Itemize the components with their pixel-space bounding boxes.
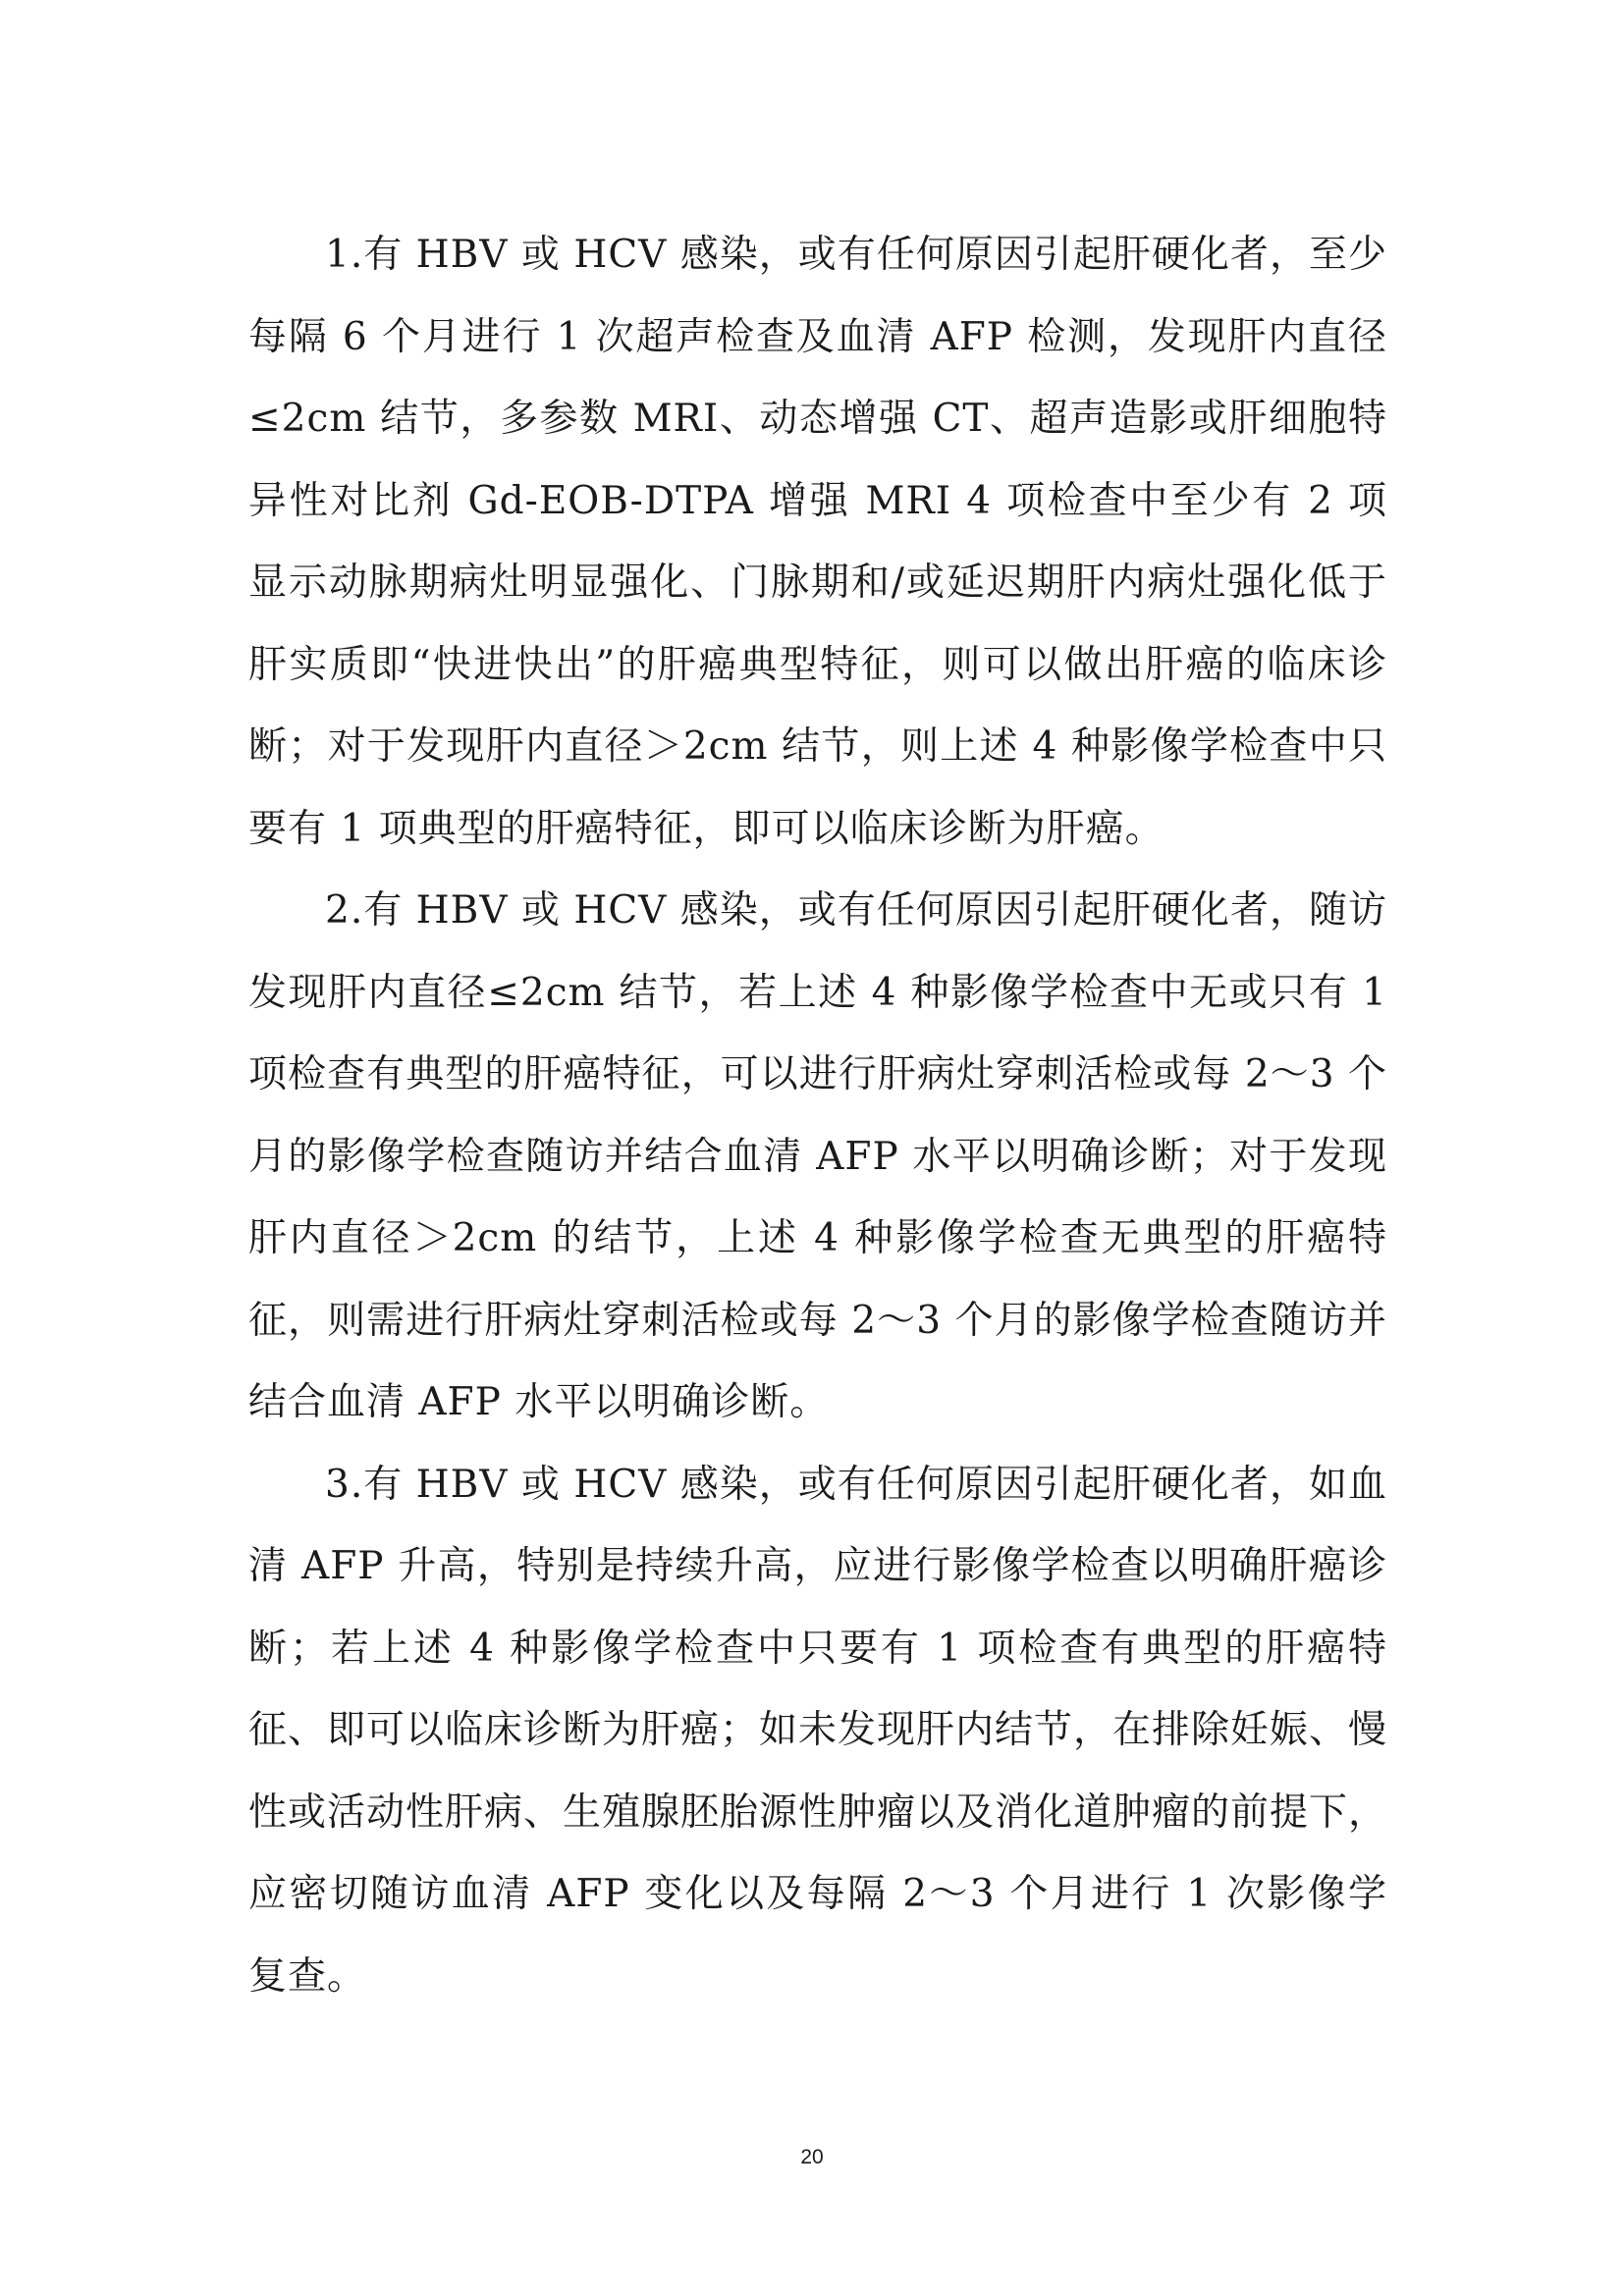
- paragraph-1: 1.有 HBV 或 HCV 感染，或有任何原因引起肝硬化者，至少每隔 6 个月进行 1 次超声检查及血清 AFP 检测，发现肝内直径≤2cm 结节，多参数 MRI、动态增强 CT、超声造影或肝细胞特异性对比剂 Gd-EOB-DTPA 增强 MRI 4 项检查中至少有 2 项显示动脉期病灶明显强化、门脉期和/或延迟期肝内病灶强化低于肝实质即“快进快出”的肝癌典型特征，则可以做出肝癌的临床诊断；对于发现肝内直径＞2cm 结节，则上述 4 种影像学检查中只要有 1 项典型的肝癌特征，即可以临床诊断为肝癌。: [248, 233, 1387, 851]
- page-number: 20: [800, 2146, 824, 2168]
- paragraph-3: 3.有 HBV 或 HCV 感染，或有任何原因引起肝硬化者，如血清 AFP 升高，特别是持续升高，应进行影像学检查以明确肝癌诊断；若上述 4 种影像学检查中只要有 1 项检查有典型的肝癌特征、即可以临床诊断为肝癌；如未发现肝内结节，在排除妊娠、慢性或活动性肝病、生殖腺胚胎源性肿瘤以及消化道肿瘤的前提下，应密切随访血清 AFP 变化以及每隔 2～3 个月进行 1 次影像学复查。: [248, 1462, 1388, 1999]
- paragraph-2: 2.有 HBV 或 HCV 感染，或有任何原因引起肝硬化者，随访发现肝内直径≤2cm 结节，若上述 4 种影像学检查中无或只有 1 项检查有典型的肝癌特征，可以进行肝病灶穿刺活检或每 2～3 个月的影像学检查随访并结合血清 AFP 水平以明确诊断；对于发现肝内直径＞2cm 的结节，上述 4 种影像学检查无典型的肝癌特征，则需进行肝病灶穿刺活检或每 2～3 个月的影像学检查随访并结合血清 AFP 水平以明确诊断。: [248, 888, 1387, 1424]
- body-text: [248, 214, 1387, 2017]
